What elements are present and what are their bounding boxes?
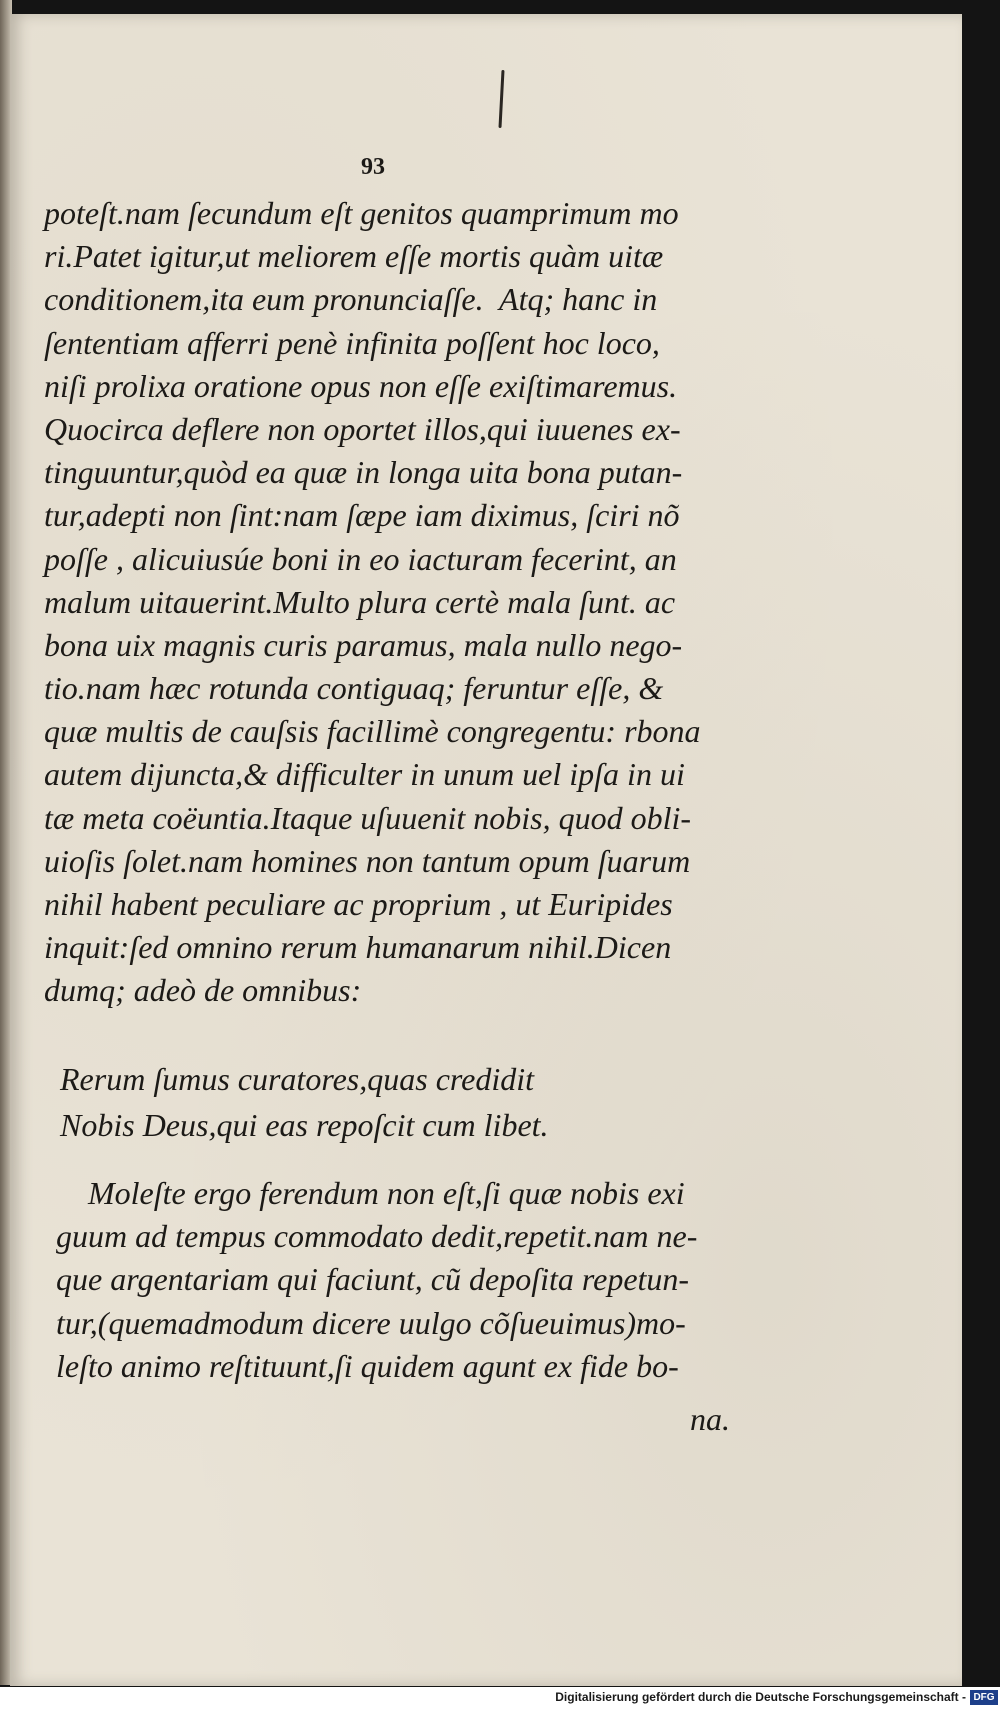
text-line: tur,(quemadmodum dicere uulgo cõſueuimus)mo- [56, 1304, 686, 1341]
text-line: uioſis ſolet.nam homines non tantum opum ſuarum [44, 842, 691, 879]
text-line: leſto animo reſtituunt,ſi quidem agunt ex fide bo- [56, 1347, 679, 1384]
prose-block-1 [44, 192, 734, 1013]
prose-block-2 [56, 1172, 736, 1388]
text-line: quæ multis de cauſsis facillimè congregentu: rbona [44, 713, 701, 750]
dfg-logo-icon: DFG [970, 1690, 998, 1705]
text-line: tio.nam hæc rotunda contiguaq; feruntur eſſe, & [44, 670, 664, 707]
text-line: poſſe , alicuiusúe boni in eo iacturam fecerint, an [44, 540, 677, 577]
text-line: ri.Patet igitur,ut meliorem eſſe mortis quàm uitæ [44, 238, 664, 275]
text-line: nihil habent peculiare ac proprium , ut Euripides [44, 886, 673, 922]
scanned-book-page [10, 14, 962, 1686]
catchword: na. [690, 1401, 730, 1437]
text-line: tinguuntur,quòd ea quæ in longa uita bona putan- [44, 454, 683, 491]
footer-credit: Digitalisierung gefördert durch die Deutsche Forschungsgemeinschaft - [555, 1690, 966, 1704]
text-line: conditionem,ita eum pronunciaſſe. Atq; hanc in [44, 281, 658, 318]
verse-quote [60, 1056, 710, 1148]
ink-mark [498, 70, 504, 128]
text-line: ſententiam afferri penè infinita poſſent hoc loco, [44, 324, 660, 361]
text-line: bona uix magnis curis paramus, mala nullo nego- [44, 626, 683, 663]
text-line: Nobis Deus,qui eas repoſcit cum libet. [60, 1107, 549, 1143]
text-line: malum uitauerint.Multo plura certè mala ſunt. ac [44, 583, 676, 620]
text-line: autem dijuncta,& difficulter in unum uel ipſa in ui [44, 756, 685, 793]
text-line: inquit:ſed omnino rerum humanarum nihil.Dicen [44, 929, 672, 966]
text-line: Moleſte ergo ferendum non eſt,ſi quæ nobis exi [56, 1175, 685, 1211]
text-line: guum ad tempus commodato dedit,repetit.nam ne- [56, 1218, 698, 1255]
text-line: que argentariam qui faciunt, cũ depoſita repetun- [56, 1261, 690, 1298]
page-number: 93 [361, 154, 385, 180]
text-line: Rerum ſumus curatores,quas credidit [60, 1061, 535, 1097]
text-line: Quocirca deflere non oportet illos,qui iuuenes ex- [44, 410, 681, 447]
text-line: niſi prolixa oratione opus non eſſe exiſtimaremus. [44, 367, 678, 404]
text-line: tæ meta coëuntia.Itaque uſuuenit nobis, quod obli- [44, 799, 692, 836]
footer-bar [0, 1687, 1000, 1709]
text-line: tur,adepti non ſint:nam ſæpe iam diximus, ſciri nõ [44, 497, 680, 534]
text-line: dumq; adeò de omnibus: [44, 972, 362, 1009]
text-line: poteſt.nam ſecundum eſt genitos quamprimum mo [44, 195, 679, 231]
